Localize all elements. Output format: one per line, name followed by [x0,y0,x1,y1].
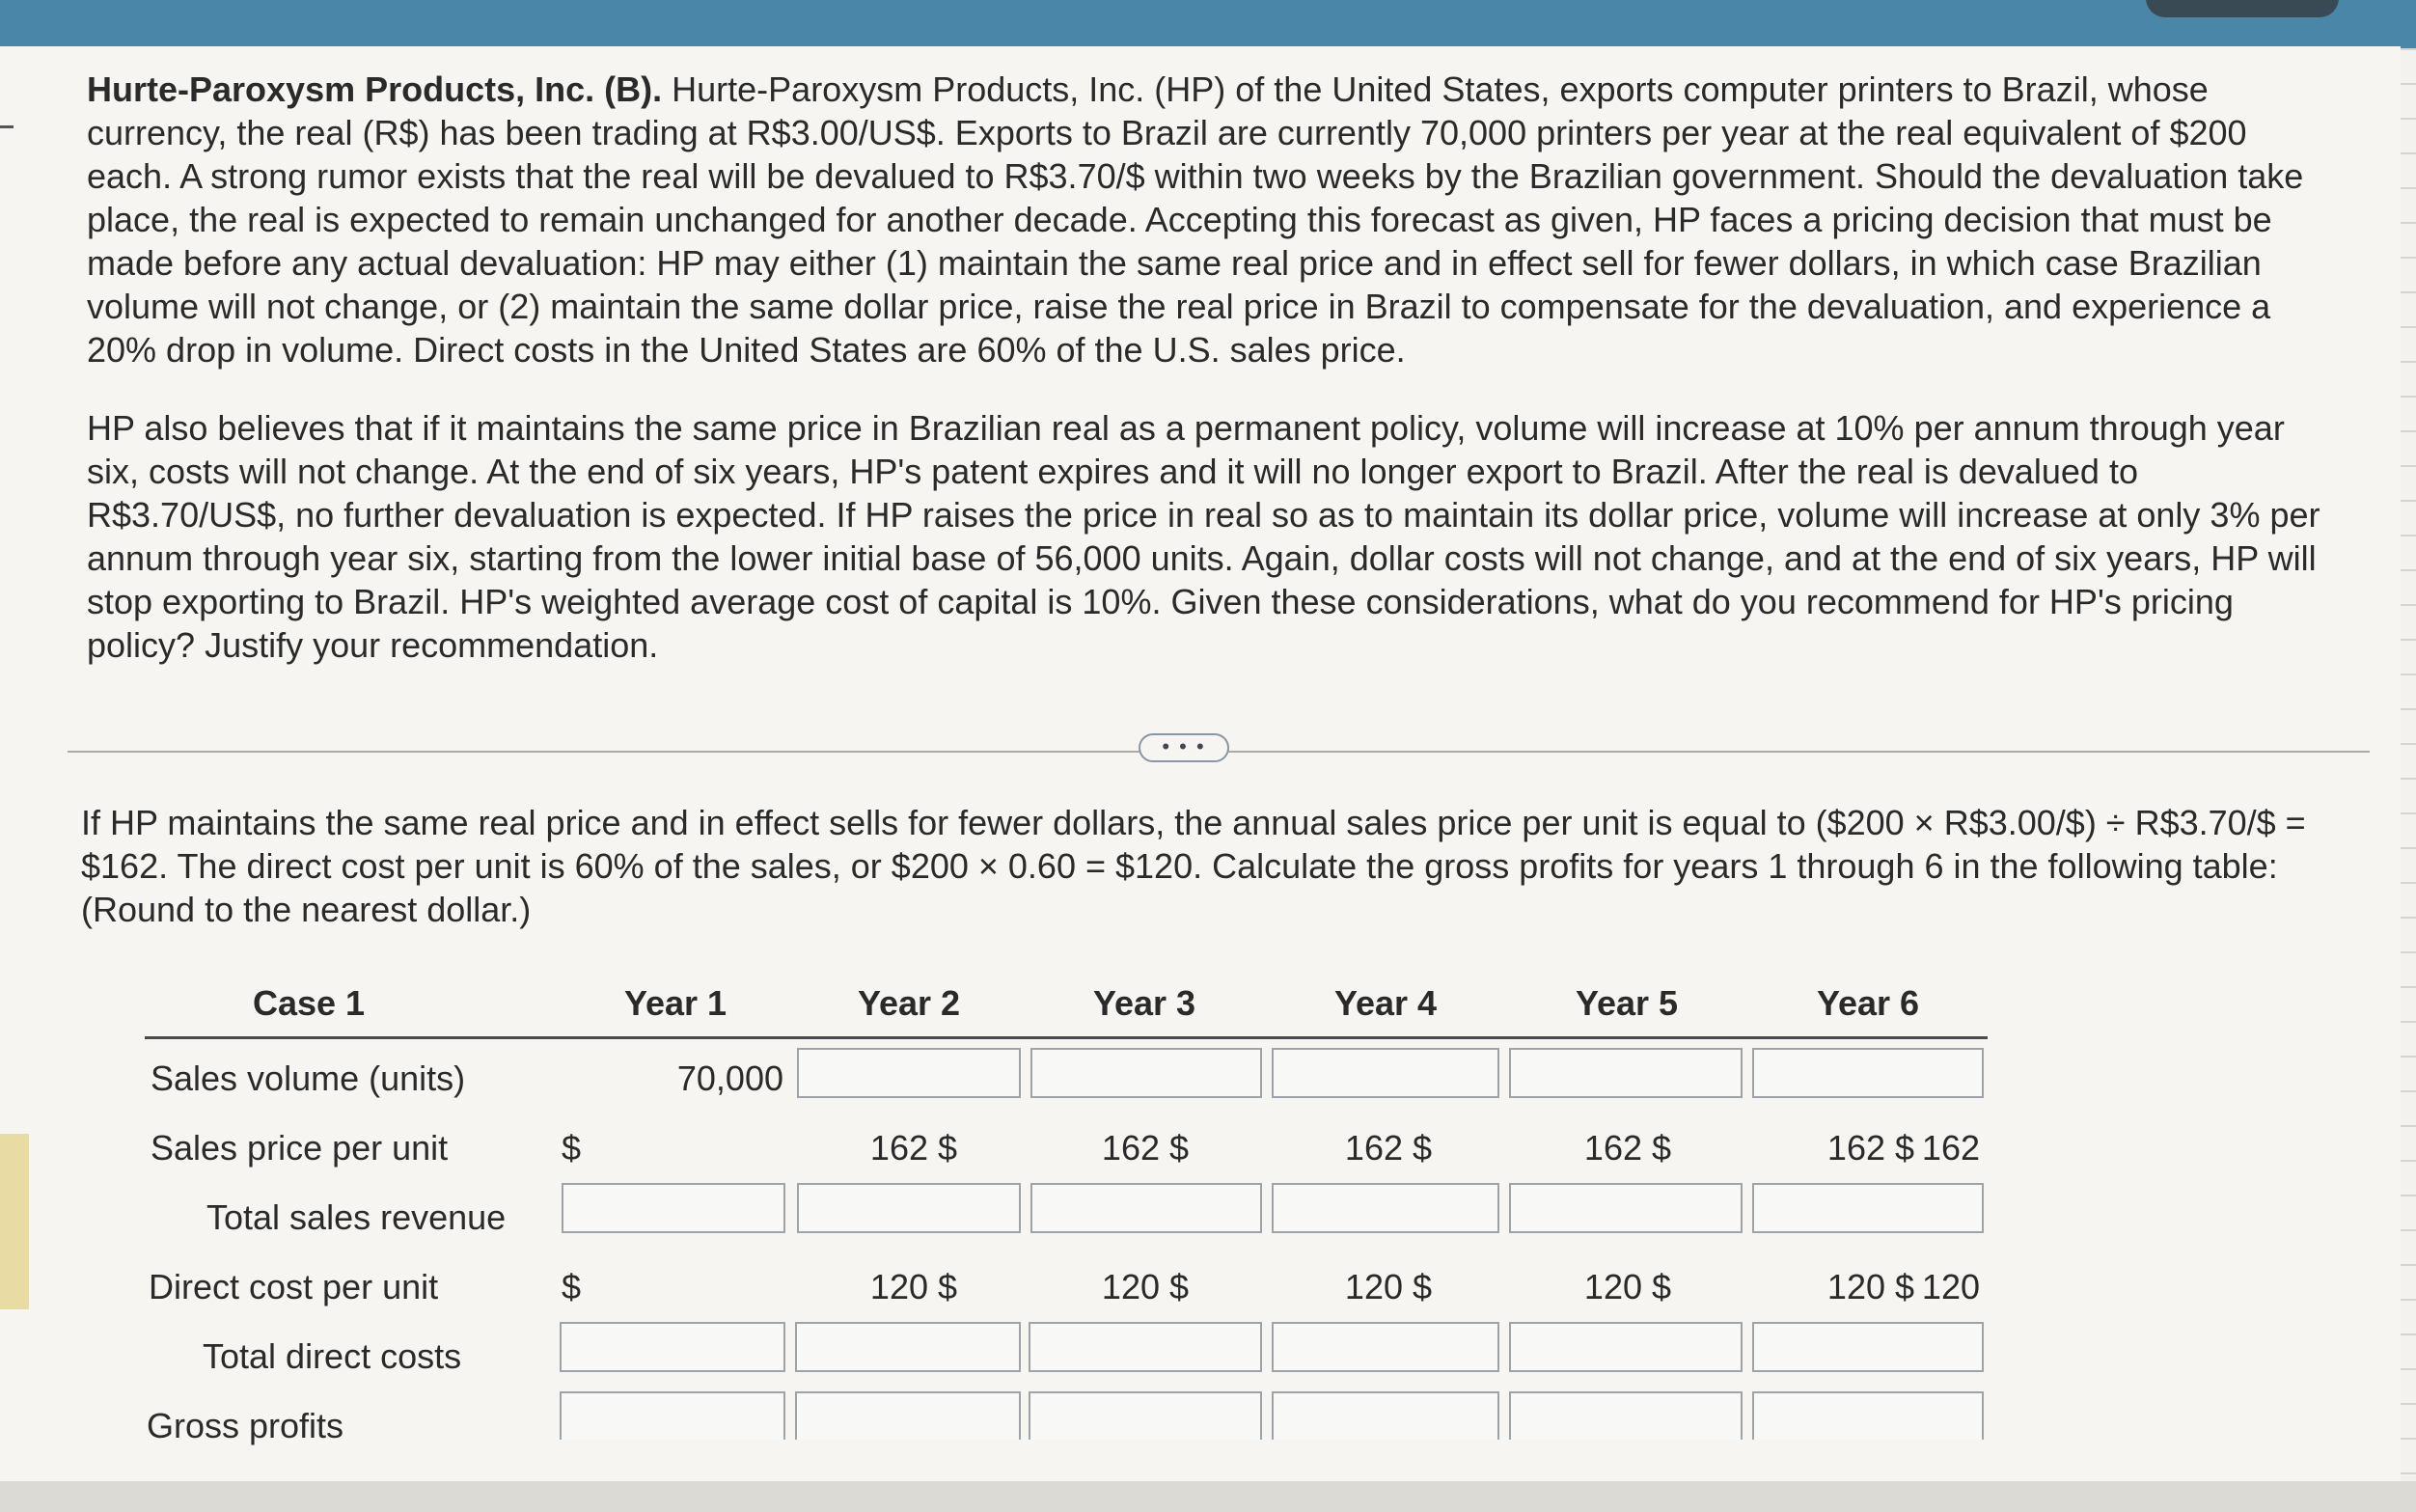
year-4-sales-price: 162 [1583,1128,1642,1168]
direct-cost-dollar-sign: $ [938,1267,958,1306]
year-1-revenue-input[interactable] [562,1183,785,1233]
year-2-header: Year 2 [857,983,961,1023]
year-4-direct-costs-input[interactable] [1272,1322,1499,1372]
row-label-total-direct-costs: Total direct costs [203,1336,462,1376]
year-6-header: Year 6 [1816,983,1920,1023]
side-marker [0,125,14,128]
year-5-gross-profit-input[interactable] [1509,1391,1743,1440]
case-label: Case 1 [252,983,366,1023]
row-label-sales-price: Sales price per unit [151,1128,449,1168]
sales-price-dollar-sign: $ [1169,1128,1190,1168]
direct-cost-dollar-sign: $ [1652,1267,1672,1306]
year-6-volume-input[interactable] [1752,1048,1984,1098]
year-3-direct-cost: 120 [1344,1267,1403,1306]
year-5-direct-cost: 120 [1826,1267,1885,1306]
year-6-direct-cost: 120 [1921,1267,1980,1306]
year-5-header: Year 5 [1575,983,1679,1023]
sales-price-dollar-sign: $ [1895,1128,1915,1168]
problem-paragraph-1-text: Hurte-Paroxysm Products, Inc. (HP) of the United States, exports computer printers to Brazil, whose currency, the real (R$) has been trading at R$3.00/US$. Exports to Brazil are currently 70,000 printers per year at the real equivalent of $200 each. A strong rumor exists that the real will be devalued to R$3.70/$ within two weeks by the Brazilian government. Should the devaluation take place, the real is expected to remain unchanged for another decade. Accepting this forecast as given, HP faces a pricing decision that must be made before any actual devaluation: HP may either (1) maintain the same real price and in effect sell for fewer dollars, in which case Brazilian volume will not change, or (2) maintain the same dollar price, raise the real price in Brazil to compensate for the devaluation, and experience a 20% drop in volume. Direct costs in the United States are 60% of the U.S. sales price. [87,69,2304,370]
row-label-gross-profits: Gross profits [147,1406,344,1445]
year-6-direct-costs-input[interactable] [1752,1322,1984,1372]
instructions-text: If HP maintains the same real price and in effect sells for fewer dollars, the annual sales price per unit is equal to ($200 × R$3.00/$) ÷ R$3.70/$ = $162. The direct cost per unit is 60% of the sales, or $200 × 0.60 = $120. Calculate the gross profits for years 1 through 6 in the following table: (Round to the nearest dollar.) [81,803,2306,929]
sales-price-dollar-sign: $ [938,1128,958,1168]
year-3-volume-input[interactable] [1030,1048,1262,1098]
sales-price-dollar-sign: $ [1652,1128,1672,1168]
problem-paragraph-1 [87,68,2335,371]
problem-statement [87,68,2335,667]
top-bar-pill[interactable] [2146,0,2339,17]
year-1-sales-price: 162 [869,1128,928,1168]
year-4-volume-input[interactable] [1272,1048,1499,1098]
year-4-revenue-input[interactable] [1272,1183,1499,1233]
year-4-gross-profit-input[interactable] [1272,1391,1499,1440]
year-4-header: Year 4 [1333,983,1438,1023]
year-1-volume-value: 70,000 [676,1058,783,1098]
year-5-revenue-input[interactable] [1509,1183,1743,1233]
direct-cost-dollar-sign: $ [1895,1267,1915,1306]
header-rule [145,1036,1988,1039]
row-label-direct-cost: Direct cost per unit [149,1267,439,1306]
problem-title: Hurte-Paroxysm Products, Inc. (B). [87,69,663,109]
top-bar [0,0,2416,48]
year-2-revenue-input[interactable] [797,1183,1021,1233]
row-label-total-sales-revenue: Total sales revenue [206,1197,507,1237]
year-3-direct-costs-input[interactable] [1029,1322,1262,1372]
year-2-sales-price: 162 [1101,1128,1160,1168]
year-2-volume-input[interactable] [797,1048,1021,1098]
year-5-sales-price: 162 [1826,1128,1885,1168]
right-edge-ruler [2401,48,2416,1476]
year-2-direct-costs-input[interactable] [795,1322,1021,1372]
expand-more-button[interactable]: • • • [1139,733,1229,762]
year-2-direct-cost: 120 [1101,1267,1160,1306]
year-1-direct-costs-input[interactable] [560,1322,785,1372]
year-5-direct-costs-input[interactable] [1509,1322,1743,1372]
year-5-volume-input[interactable] [1509,1048,1743,1098]
year-1-gross-profit-input[interactable] [560,1391,785,1440]
row-label-sales-volume: Sales volume (units) [151,1058,466,1098]
direct-cost-dollar-sign: $ [1169,1267,1190,1306]
side-tab[interactable] [0,1134,29,1309]
year-4-direct-cost: 120 [1583,1267,1642,1306]
year-1-direct-cost: 120 [869,1267,928,1306]
bottom-strip [0,1481,2416,1512]
year-6-revenue-input[interactable] [1752,1183,1984,1233]
year-3-revenue-input[interactable] [1030,1183,1262,1233]
year-6-gross-profit-input[interactable] [1752,1391,1984,1440]
case-1-table [145,975,1988,1447]
question-instructions [81,801,2339,931]
sales-price-dollar-sign: $ [1413,1128,1433,1168]
year-3-gross-profit-input[interactable] [1029,1391,1262,1440]
year-1-header: Year 1 [623,983,728,1023]
sales-price-dollar-sign: $ [562,1128,582,1168]
direct-cost-dollar-sign: $ [1413,1267,1433,1306]
problem-paragraph-2: HP also believes that if it maintains the same price in Brazilian real as a permanent policy, volume will increase at 10% per annum through year six, costs will not change. At the end of six years, HP's patent expires and it will no longer export to Brazil. After the real is devalued to R$3.70/US$, no further devaluation is expected. If HP raises the price in real so as to maintain its dollar price, volume will increase at only 3% per annum through year six, starting from the lower initial base of 56,000 units. Again, dollar costs will not change, and at the end of six years, HP will stop exporting to Brazil. HP's weighted average cost of capital is 10%. Given these considerations, what do you recommend for HP's pricing policy? Justify your recommendation. [87,408,2320,665]
year-2-gross-profit-input[interactable] [795,1391,1021,1440]
year-3-header: Year 3 [1092,983,1196,1023]
year-3-sales-price: 162 [1344,1128,1403,1168]
year-6-sales-price: 162 [1921,1128,1980,1168]
direct-cost-dollar-sign: $ [562,1267,582,1306]
